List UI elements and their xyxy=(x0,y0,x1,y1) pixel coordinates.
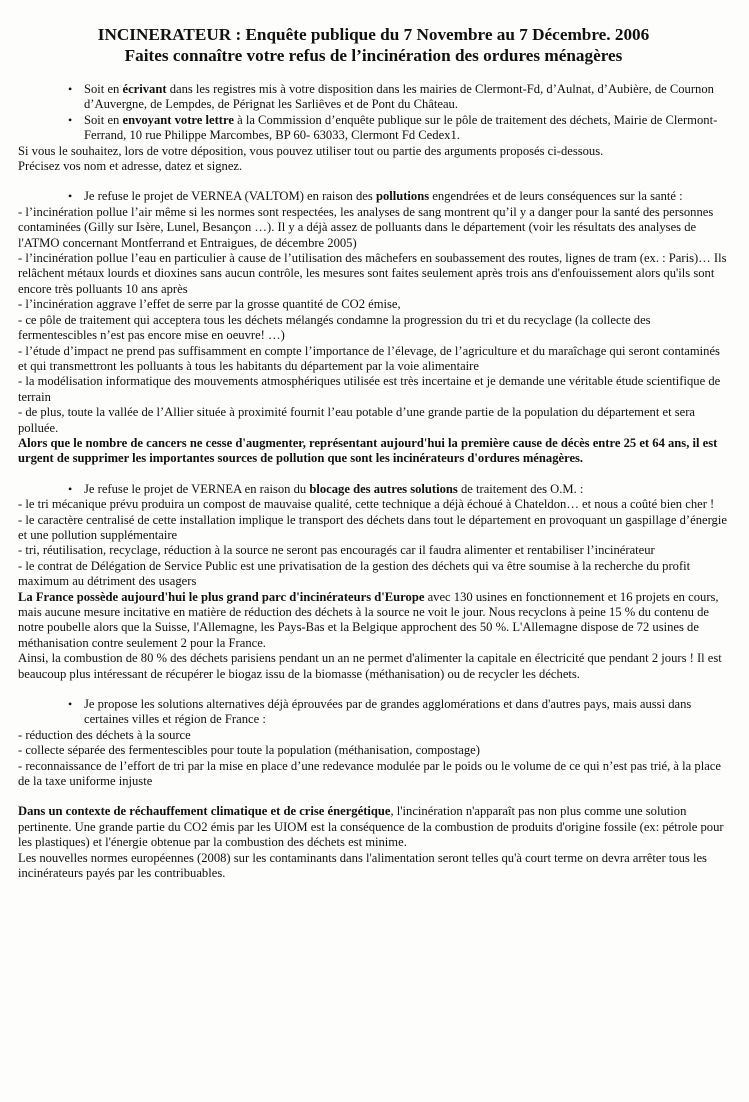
blocage-item-4: - le contrat de Délégation de Service Public est une privatisation de la gestion des déchets qui va être soumise à la recherche du profit maximum au détriment des usagers xyxy=(18,558,691,589)
blocage-item-3: - tri, réutilisation, recyclage, réduction à la source ne seront pas encouragés car il faudra alimenter et rentabiliser l’incinérateur xyxy=(18,543,655,558)
intro-bullet-2: • Soit en envoyant votre lettre à la Commission d’enquête publique sur le pôle de traitement des déchets, Mairie de Clermont-Ferrand, 10 rue Philippe Marcombes, BP 60- 63033, Clermont Fd Cedex1. xyxy=(18,113,729,144)
norms-paragraph: Les nouvelles normes européennes (2008) sur les contaminants dans l'alimentation seront telles qu'à court terme on devra arrêter tous les incinérateurs payés par les contribuables. xyxy=(18,850,707,881)
pollution-item-7: - de plus, toute la vallée de l’Allier située à proximité fournit l’eau potable d’une grande partie de la population du département et sera polluée. xyxy=(18,405,696,435)
paris-paragraph: Ainsi, la combustion de 80 % des déchets parisiens pendant un an ne permet d'alimenter la capitale en électricité que pendant 2 jours ! Il est beaucoup plus intéressant de récupérer le biogaz issu de la biomasse (méthanisation) ou de recycler les déchets. xyxy=(18,651,722,681)
pollution-item-2: - l’incinération pollue l’eau en particulier à cause de l’utilisation des mâchefers en soubassement des routes, lignes de tram (ex. : Paris)… Ils relâchent métaux lourds et dioxines sans aucun contrôle, les mesures sont faites seulement après trois ans d'enfouissement alors qu'ils sont encore très polluants 10 ans après xyxy=(18,251,727,296)
france-paragraph: La France possède aujourd'hui le plus grand parc d'incinérateurs d'Europe avec 130 usines en fonctionnement et 16 projets en cours, mais aucune mesure incitative en matière de réduction des déchets à la source ne voit le jour. Nous recyclons à peine 15 % du contenu de notre poubelle alors que la Suisse, l'Allemagne, les Pays-Bas et la Belgique approchent des 50 %. L'Allemagne dispose de 72 usines de méthanisation contre seulement 2 pour la France. xyxy=(18,589,719,650)
intro-bullet-1: • Soit en écrivant dans les registres mis à votre disposition dans les mairies de Clermont-Fd, d’Aulnat, d’Aubière, de Cournon d’Auvergne, de Lempdes, de Pérignat les Sarliêves et de Pont du Château. xyxy=(18,82,729,113)
intro-paragraph-1: Si vous le souhaitez, lors de votre déposition, vous pouvez utiliser tout ou partie des arguments proposés ci-dessous. xyxy=(18,143,604,158)
section-blocage-heading: • Je refuse le projet de VERNEA en raison du blocage des autres solutions de traitement des O.M. : xyxy=(18,482,729,497)
alternatives-item-2: - collecte séparée des fermentescibles pour toute la population (méthanisation, compostage) xyxy=(18,743,480,758)
blocage-item-2: - le caractère centralisé de cette installation implique le transport des déchets dans tout le département en provoquant un gaspillage d’énergie et une pollution supplémentaire xyxy=(18,512,727,542)
section-pollution-heading: • Je refuse le projet de VERNEA (VALTOM) en raison des pollutions engendrées et de leurs conséquences sur la santé : xyxy=(18,189,729,204)
section-alternatives-heading: • Je propose les solutions alternatives déjà éprouvées par de grandes agglomérations et dans d'autres pays, mais aussi dans certaines villes et région de France : xyxy=(18,697,729,728)
alternatives-item-1: - réduction des déchets à la source xyxy=(18,727,191,742)
title-line-1: INCINERATEUR : Enquête publique du 7 Novembre au 7 Décembre. 2006 xyxy=(97,25,650,44)
intro-paragraph-2: Précisez vos nom et adresse, datez et signez. xyxy=(18,159,243,174)
title-line-2: Faites connaître votre refus de l’incinération des ordures ménagères xyxy=(124,46,623,65)
pollution-item-6: - la modélisation informatique des mouvements atmosphériques utilisée est très incertaine et je demande une véritable étude scientifique de terrain xyxy=(18,374,721,404)
pollution-item-4: - ce pôle de traitement qui acceptera tous les déchets mélangés condamne la progression du tri et du recyclage (la collecte des fermentescibles n’est pas encore mise en oeuvre! …) xyxy=(18,312,651,343)
alternatives-item-3: - reconnaissance de l’effort de tri par la mise en place d’une redevance modulée par le poids ou le volume de ce qui n’est pas trié, à la place de la taxe uniforme injuste xyxy=(18,758,721,789)
climate-paragraph: Dans un contexte de réchauffement climatique et de crise énergétique, l'incinération n'apparaît pas non plus comme une solution pertinente. Une grande partie du CO2 émis par les UIOM est la conséquence de la combustion de produits d'origine fossile (ex: pétrole pour les plastiques) et l'énergie obtenue par la combustion des déchets est minime. xyxy=(18,804,724,850)
pollution-item-5: - l’étude d’impact ne prend pas suffisamment en compte l’importance de l’élevage, de l’agriculture et du maraîchage qui seront contaminés et qui transmettront les polluants à tous les habitants du département par la voie alimentaire xyxy=(18,343,720,373)
pollution-item-3: - l’incinération aggrave l’effet de serre par la grosse quantité de CO2 émise, xyxy=(18,297,401,312)
blocage-item-1: - le tri mécanique prévu produira un compost de mauvaise qualité, cette technique a déjà échoué à Chateldon… et nous a coûté bien cher ! xyxy=(18,497,715,512)
pollution-item-1: - l’incinération pollue l’air même si les normes sont respectées, les analyses de sang montrent qu’il y a danger pour la santé des personnes contaminées (Gilly sur Isère, Lunel, Besançon …). Il y a déjà assez de polluants dans le département (voir les résultats des analyses de l'ATMO concernant Montferrand et Entraigues, de décembre 2005) xyxy=(18,204,714,250)
pollution-conclusion: Alors que le nombre de cancers ne cesse d'augmenter, représentant aujourd'hui la première cause de décès entre 25 et 64 ans, il est urgent de supprimer les importantes sources de pollution que sont les incinérateurs d'ordures ménagères. xyxy=(18,435,718,466)
